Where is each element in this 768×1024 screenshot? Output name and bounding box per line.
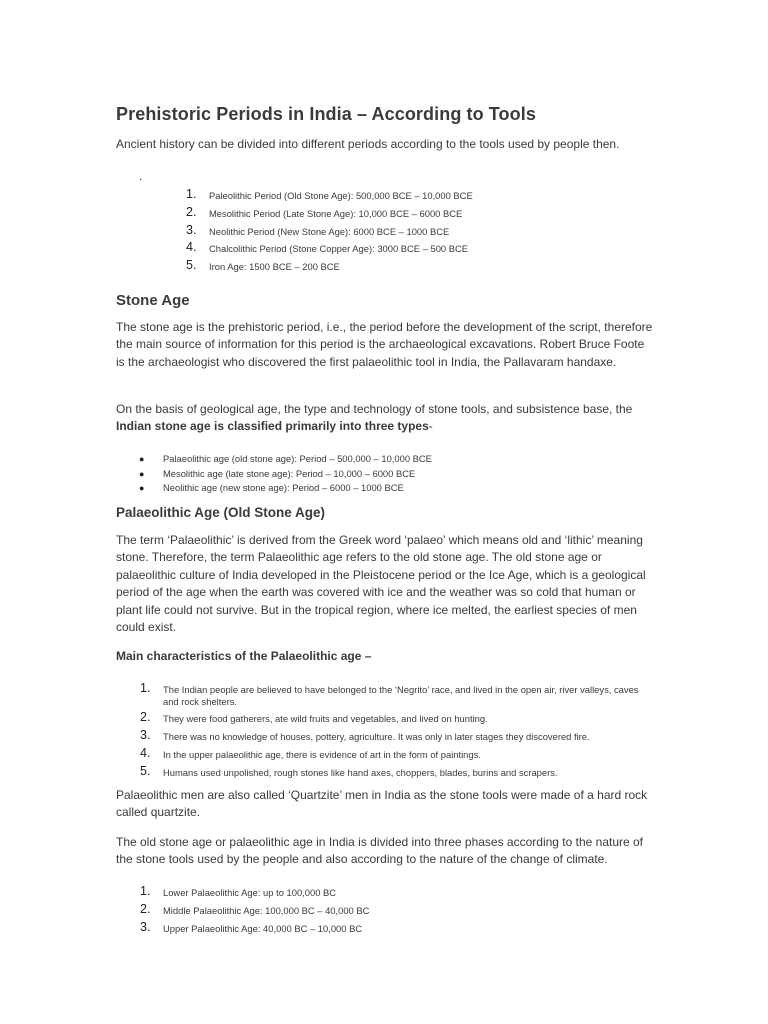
list-item: 3. Neolithic Period (New Stone Age): 6000 BCE – 1000 BCE — [186, 222, 450, 237]
list-item: 1. Paleolithic Period (Old Stone Age): 500,000 BCE – 10,000 BCE — [186, 187, 473, 201]
list-item: 3. Upper Palaeolithic Age: 40,000 BC – 10,000 BC — [140, 920, 363, 934]
list-item: 2. They were food gatherers, ate wild fruits and vegetables, and lived on hunting. — [140, 709, 488, 724]
stone-age-paragraph: The stone age is the prehistoric period, i.e., the period before the development of the script, therefore the main source of information for this period is the archaeological excavations. Robert Bruce Foote is the archaeologist who discovered the first palaeolithic tool in India, the Pallavaram handaxe. — [116, 320, 653, 369]
list-item: ● Neolithic age (new stone age): Period – 6000 – 1000 BCE — [139, 482, 404, 493]
stone-age-heading: Stone Age — [116, 292, 190, 309]
phases-paragraph: The old stone age or palaeolithic age in India is divided into three phases according to the nature of the stone tools used by the people and also according to the nature of the change of climate. — [116, 835, 644, 867]
list-item: 5. Humans used unpolished, rough stones like hand axes, choppers, blades, burins and scrapers. — [140, 764, 558, 779]
stone-age-types-list — [139, 453, 432, 497]
list-item: 1. The Indian people are believed to have belonged to the ‘Negrito’ race, and lived in the open air, river valleys, caves and rock shelters. — [140, 681, 639, 707]
list-item: 3. There was no knowledge of houses, pottery, agriculture. It was only in later stages they discovered fire. — [140, 727, 590, 742]
list-item: 4. Chalcolithic Period (Stone Copper Age): 3000 BCE – 500 BCE — [186, 240, 469, 255]
stray-bullet: . — [139, 169, 143, 183]
list-item: 2. Mesolithic Period (Late Stone Age): 10,000 BCE – 6000 BCE — [186, 204, 463, 219]
page-title: Prehistoric Periods in India – According to Tools — [116, 104, 536, 124]
stone-age-types-paragraph: On the basis of geological age, the type and technology of stone tools, and subsistence base, the Indian stone age is classified primarily into three types- — [116, 402, 633, 434]
palaeolithic-heading: Palaeolithic Age (Old Stone Age) — [116, 505, 326, 520]
list-item: ● Palaeolithic age (old stone age): Period – 500,000 – 10,000 BCE — [139, 453, 432, 464]
phases-list — [140, 884, 370, 941]
quartzite-paragraph: Palaeolithic men are also called ‘Quartzite’ men in India as the stone tools were made of a hard rock called quartzite. — [116, 788, 648, 820]
characteristics-list — [140, 681, 643, 785]
list-item: 1. Lower Palaeolithic Age: up to 100,000 BC — [140, 884, 337, 898]
stone-age-types-emphasis: Indian stone age is classified primarily into three types — [116, 419, 429, 434]
characteristics-heading: Main characteristics of the Palaeolithic age – — [116, 649, 372, 663]
list-item: 4. In the upper palaeolithic age, there is evidence of art in the form of paintings. — [140, 745, 481, 760]
list-item: 2. Middle Palaeolithic Age: 100,000 BC – 40,000 BC — [140, 902, 370, 916]
intro-paragraph: Ancient history can be divided into different periods according to the tools used by people then. — [116, 137, 620, 151]
list-item: 5. Iron Age: 1500 BCE – 200 BCE — [186, 258, 340, 273]
periods-list — [186, 187, 473, 279]
list-item: ● Mesolithic age (late stone age): Period – 10,000 – 6000 BCE — [139, 467, 416, 479]
palaeolithic-paragraph: The term ‘Palaeolithic’ is derived from the Greek word ‘palaeo’ which means old and ‘lithic’ meaning stone. Therefore, the term Palaeolithic age refers to the old stone age. The old stone age or palaeolithic culture of India developed in the Pleistocene period or the Ice Age, which is a geological period of the age when the earth was covered with ice and the weather was so cold that human or plant life could not survive. But in the tropical region, where ice melted, the earliest species of men could exist. — [116, 533, 646, 635]
